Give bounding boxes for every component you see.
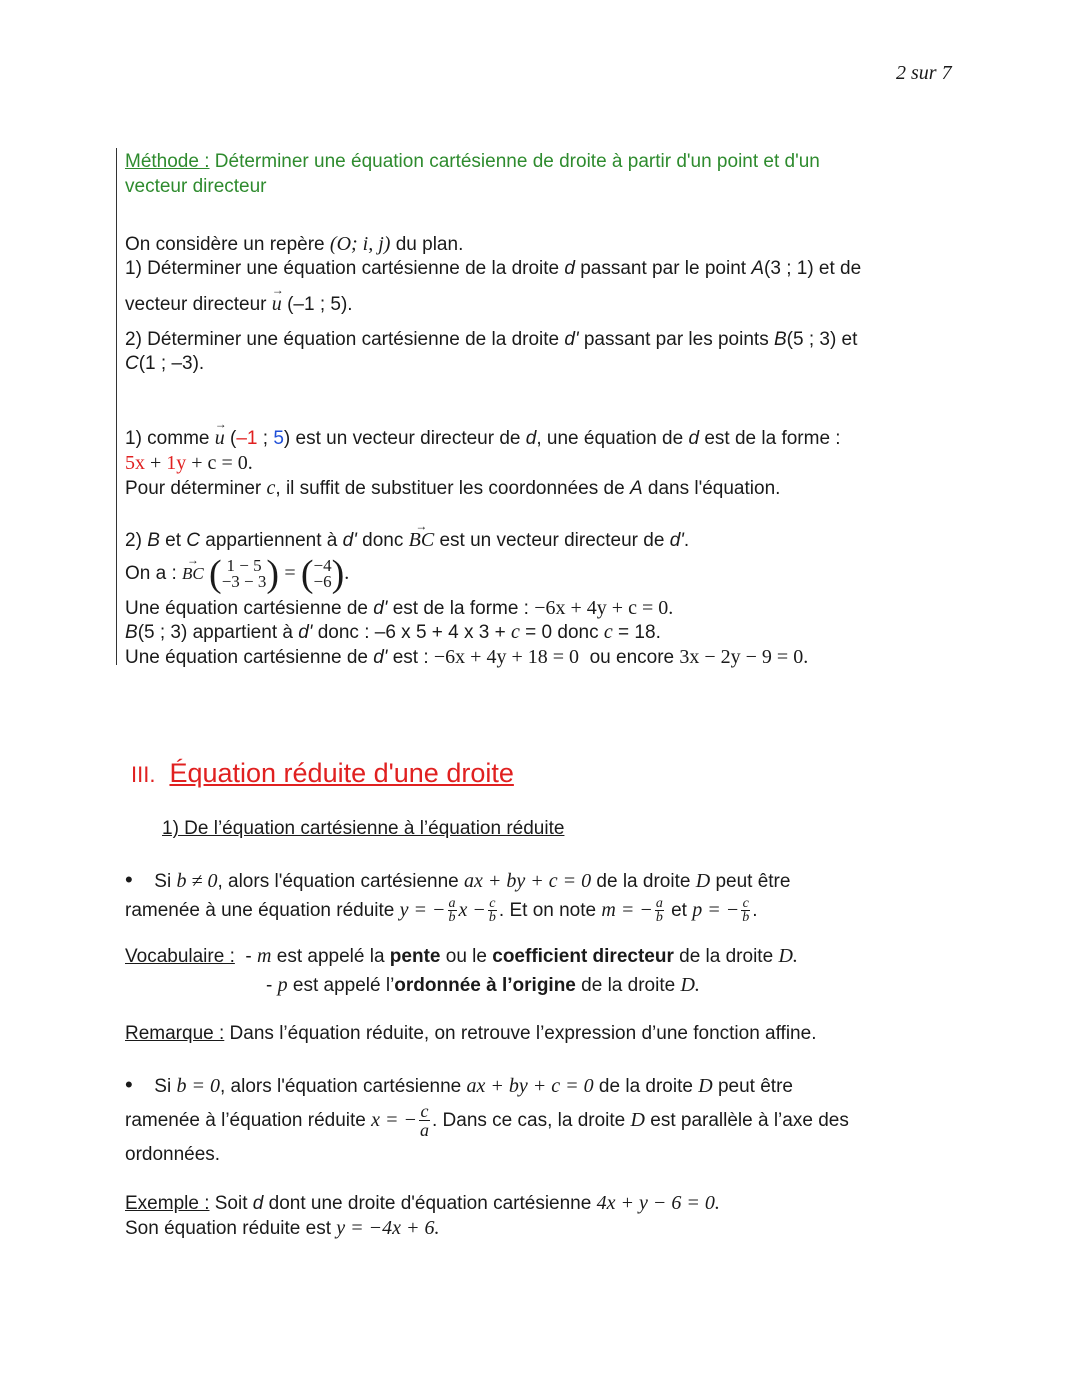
s1-d: d [525, 428, 537, 449]
b2-l2-text2: . Dans ce cas, la droite [431, 1110, 631, 1131]
s2-text2: est un vecteur directeur de [434, 530, 670, 551]
vector-BC-2: → BC [182, 554, 204, 594]
method-label: Méthode : [125, 151, 210, 172]
s2-l3-text2: est de la forme : [387, 598, 535, 619]
method-title-line2 [125, 175, 267, 199]
vector-u-solution: → u [215, 426, 225, 450]
frac-num-a: a [448, 896, 456, 912]
section-title: Équation réduite d'une droite [169, 758, 514, 788]
s2-l4-B: B [125, 622, 138, 643]
bullet-2-line2 [125, 1098, 849, 1142]
left-paren-1: ( [209, 552, 222, 595]
b1-l2-et: et [665, 900, 693, 921]
bullet-2-line1 [125, 1073, 793, 1099]
b1-text3: peut être [710, 871, 791, 892]
b2-si: Si [154, 1076, 177, 1097]
q1-A: A [751, 258, 765, 279]
q2-d: d' [564, 329, 579, 350]
col2-top: −4 [313, 555, 332, 575]
example-soit: Soit [209, 1193, 253, 1214]
vocab1-text2: de la droite [673, 946, 779, 967]
bullet-1-line1 [125, 868, 790, 894]
section-number: III. [131, 762, 156, 787]
question-2-line1 [125, 328, 857, 352]
q1-vector-text: vecteur directeur [125, 294, 272, 315]
b2-text3: peut être [712, 1076, 793, 1097]
frame-notation: (O; i, j) [329, 233, 391, 255]
s2-B: B [147, 530, 160, 551]
b2-text2: de la droite [593, 1076, 699, 1097]
b1-l2-x: x − [458, 899, 486, 921]
s2-l4-c2: c [603, 621, 613, 643]
col-end: . [344, 562, 350, 584]
col2-bot: −6 [313, 571, 332, 591]
question-2-line2 [125, 352, 204, 376]
solution-2-line1 [125, 528, 689, 553]
s2-text: appartiennent à [200, 530, 343, 551]
col1-bot: −3 − 3 [221, 571, 267, 591]
s2-l5-eq2: 3x − 2y − 9 = 0. [679, 646, 809, 668]
s1-text4: est de la forme : [699, 428, 841, 449]
s2-l4-d: d' [298, 622, 313, 643]
frac-p-den: b [742, 910, 750, 926]
question-1-line2 [125, 292, 353, 317]
example2-text: Son équation réduite est [125, 1218, 337, 1239]
s1-d2: d [688, 428, 700, 449]
s1-text3: , une équation de [536, 428, 689, 449]
vocab2-p: p [277, 974, 288, 996]
vocab2-ordonnee: ordonnée à l’origine [394, 975, 576, 996]
frac-m-den: b [655, 910, 663, 926]
vocab1-coef: coefficient directeur [492, 946, 674, 967]
method-title-line1 [125, 150, 820, 174]
b2-D: D [698, 1075, 713, 1097]
vector-u: → u [272, 292, 282, 316]
vocabulary-line2 [266, 973, 700, 998]
right-paren-1: ) [266, 552, 280, 595]
b1-l2-y: y = − [399, 899, 446, 921]
vocab1-pente: pente [389, 946, 441, 967]
frac-num-c: c [489, 896, 496, 912]
vocabulary-line1 [125, 944, 798, 969]
s2-l4-calc: donc : –6 x 5 + 4 x 3 + [312, 622, 512, 643]
s2-l4-text: (5 ; 3) appartient à [137, 622, 299, 643]
s1-l3-end: dans l'équation. [642, 478, 781, 499]
b1-l2-end: . [752, 900, 758, 921]
s1-eq-5x: 5x [125, 452, 145, 474]
s1-l3-c: c [266, 477, 276, 499]
bullet-1-line2 [125, 892, 758, 928]
solution-2-line5 [125, 645, 808, 670]
s1-l3-text: Pour déterminer [125, 478, 267, 499]
frac-m-num: a [655, 896, 663, 912]
q2-C: C [125, 353, 139, 374]
vector-column-2 [313, 555, 332, 591]
s1-l3-A: A [629, 478, 643, 499]
q1-d: d [564, 258, 575, 279]
solution-1-line1 [125, 426, 841, 451]
vector-column-1 [221, 555, 267, 591]
s2-l4-donc: = 0 donc [519, 622, 604, 643]
question-1-line1 [125, 257, 861, 281]
s2-l4-c: c [511, 621, 520, 643]
example-d: d [252, 1193, 264, 1214]
s2-l5-or: ou encore [579, 647, 680, 668]
vocab2-text2: de la droite [575, 975, 681, 996]
b1-D: D [695, 870, 711, 892]
b2-text: , alors l'équation cartésienne [219, 1076, 467, 1097]
section-heading [131, 758, 514, 789]
b2-l3-text: ordonnées. [125, 1144, 221, 1165]
b1-cond: b ≠ 0 [176, 870, 218, 892]
solution-2-line3 [125, 596, 673, 621]
s2-l5-eq1: −6x + 4y + 18 = 0 [433, 646, 580, 668]
frac-c-over-a [419, 1102, 430, 1139]
s2-l5-d: d' [373, 647, 388, 668]
col1-top: 1 − 5 [226, 555, 262, 575]
solution-1-line3 [125, 476, 780, 501]
s2-ona: On a : [125, 563, 183, 584]
vector-BC: → BC [409, 528, 435, 552]
b1-l2-note: Et on note [504, 900, 602, 921]
s2-l3-eq: −6x + 4y + c = 0. [534, 597, 674, 619]
vocab1-m: m [257, 945, 272, 967]
method-left-border [116, 148, 117, 665]
b2-l2-text: ramenée à l’équation réduite [125, 1110, 372, 1131]
intro-text: On considère un repère [125, 234, 330, 255]
q2-text: 2) Déterminer une équation cartésienne de la droite [125, 329, 565, 350]
s1-text: 1) comme [125, 428, 215, 449]
example-eq: 4x + y − 6 = 0. [596, 1192, 720, 1214]
remark-text: Dans l’équation réduite, on retrouve l’expression d’une fonction affine. [224, 1023, 817, 1044]
s1-eq-plus: + [145, 452, 167, 474]
example-line2 [125, 1216, 440, 1241]
q2-coords: (5 ; 3) et [786, 329, 858, 350]
s2-l3-text: Une équation cartésienne de [125, 598, 374, 619]
s1-sep: ; [257, 428, 274, 449]
q2-B: B [773, 329, 787, 350]
example-label: Exemple : [125, 1193, 210, 1214]
s2-l4-end: = 18. [612, 622, 661, 643]
b2-eq: ax + by + c = 0 [466, 1075, 594, 1097]
b2-l2-D: D [630, 1109, 645, 1131]
b2-cond: b = 0 [176, 1075, 220, 1097]
statement-intro [125, 232, 463, 257]
s2-l5-text: Une équation cartésienne de [125, 647, 374, 668]
method-title: Déterminer une équation cartésienne de droite à partir d'un point et d'un [209, 151, 820, 172]
equals-sign: = [284, 562, 296, 584]
example-text: dont une droite d'équation cartésienne [263, 1193, 597, 1214]
subsection-title: 1) De l’équation cartésienne à l’équation réduite [162, 818, 565, 839]
vocab2-dash: - [266, 975, 278, 996]
frac-p [741, 897, 750, 924]
q1-text2: passant par le point [574, 258, 752, 279]
s1-eq-rest: + c = 0. [186, 452, 253, 474]
s2-d: d' [342, 530, 357, 551]
vocab1-text: est appelé la [271, 946, 390, 967]
b1-l2-p: p = − [692, 899, 740, 921]
frac-b2-den: a [419, 1120, 429, 1141]
b1-l2-text: ramenée à une équation réduite [125, 900, 400, 921]
vocab1-dash: - [234, 946, 258, 967]
method-title-cont: vecteur directeur [125, 176, 267, 197]
s2-l3-d: d' [373, 598, 388, 619]
b2-l2-x: x = − [371, 1109, 417, 1131]
b1-l2-m: m = − [601, 899, 653, 921]
vocab2-text: est appelé l’ [287, 975, 395, 996]
b1-l2-dot: . [498, 900, 505, 921]
intro-text-end: du plan. [390, 234, 464, 255]
b1-text: , alors l'équation cartésienne [217, 871, 465, 892]
example2-eq: y = −4x + 6. [336, 1217, 440, 1239]
s2-d2: d' [669, 530, 684, 551]
solution-2-vector-line [125, 553, 349, 593]
s1-eq-1y: 1y [166, 452, 187, 474]
s2-l5-text2: est : [387, 647, 434, 668]
remark [125, 1022, 816, 1046]
b2-l2-text3: est parallèle à l’axe des [644, 1110, 849, 1131]
page-number: 2 sur 7 [896, 62, 952, 84]
s1-l3-text2: , il suffit de substituer les coordonnées de [275, 478, 630, 499]
s2-end: . [683, 530, 690, 551]
s2-C: C [186, 530, 201, 551]
remark-label: Remarque : [125, 1023, 225, 1044]
s1-coord1: –1 [236, 428, 258, 449]
frac-den-b2: b [488, 910, 496, 926]
s1-text2: ) est un vecteur directeur de [283, 428, 526, 449]
q1-coords: (3 ; 1) et de [764, 258, 862, 279]
solution-1-equation [125, 451, 253, 476]
b1-text2: de la droite [591, 871, 696, 892]
s2-num: 2) [125, 530, 148, 551]
q1-text: 1) Déterminer une équation cartésienne de la droite [125, 258, 565, 279]
frac-p-num: c [742, 896, 749, 912]
q2-text2: passant par les points [578, 329, 774, 350]
vocab-label: Vocabulaire : [125, 946, 235, 967]
frac-b2-num: c [420, 1101, 429, 1122]
frac-c-over-b [488, 897, 497, 924]
b1-si: Si [154, 871, 177, 892]
frac-den-b: b [448, 910, 456, 926]
vocab1-ou: ou le [440, 946, 493, 967]
b1-eq: ax + by + c = 0 [464, 870, 592, 892]
left-paren-2: ( [300, 552, 314, 595]
frac-m [655, 897, 664, 924]
frac-a-over-b [448, 897, 457, 924]
vocab2-D: D. [680, 974, 700, 996]
example-line1 [125, 1191, 720, 1216]
vocab1-D: D. [778, 945, 798, 967]
s2-donc: donc [356, 530, 409, 551]
s2-and: et [159, 530, 187, 551]
solution-2-line4 [125, 620, 661, 645]
q1-vector-coords: (–1 ; 5). [281, 294, 353, 315]
s1-coord2: 5 [273, 428, 284, 449]
q2-C-coords: (1 ; –3). [138, 353, 205, 374]
right-paren-2: ) [331, 552, 345, 595]
s1-paren: ( [224, 428, 237, 449]
bullet-2-line3 [125, 1143, 220, 1167]
